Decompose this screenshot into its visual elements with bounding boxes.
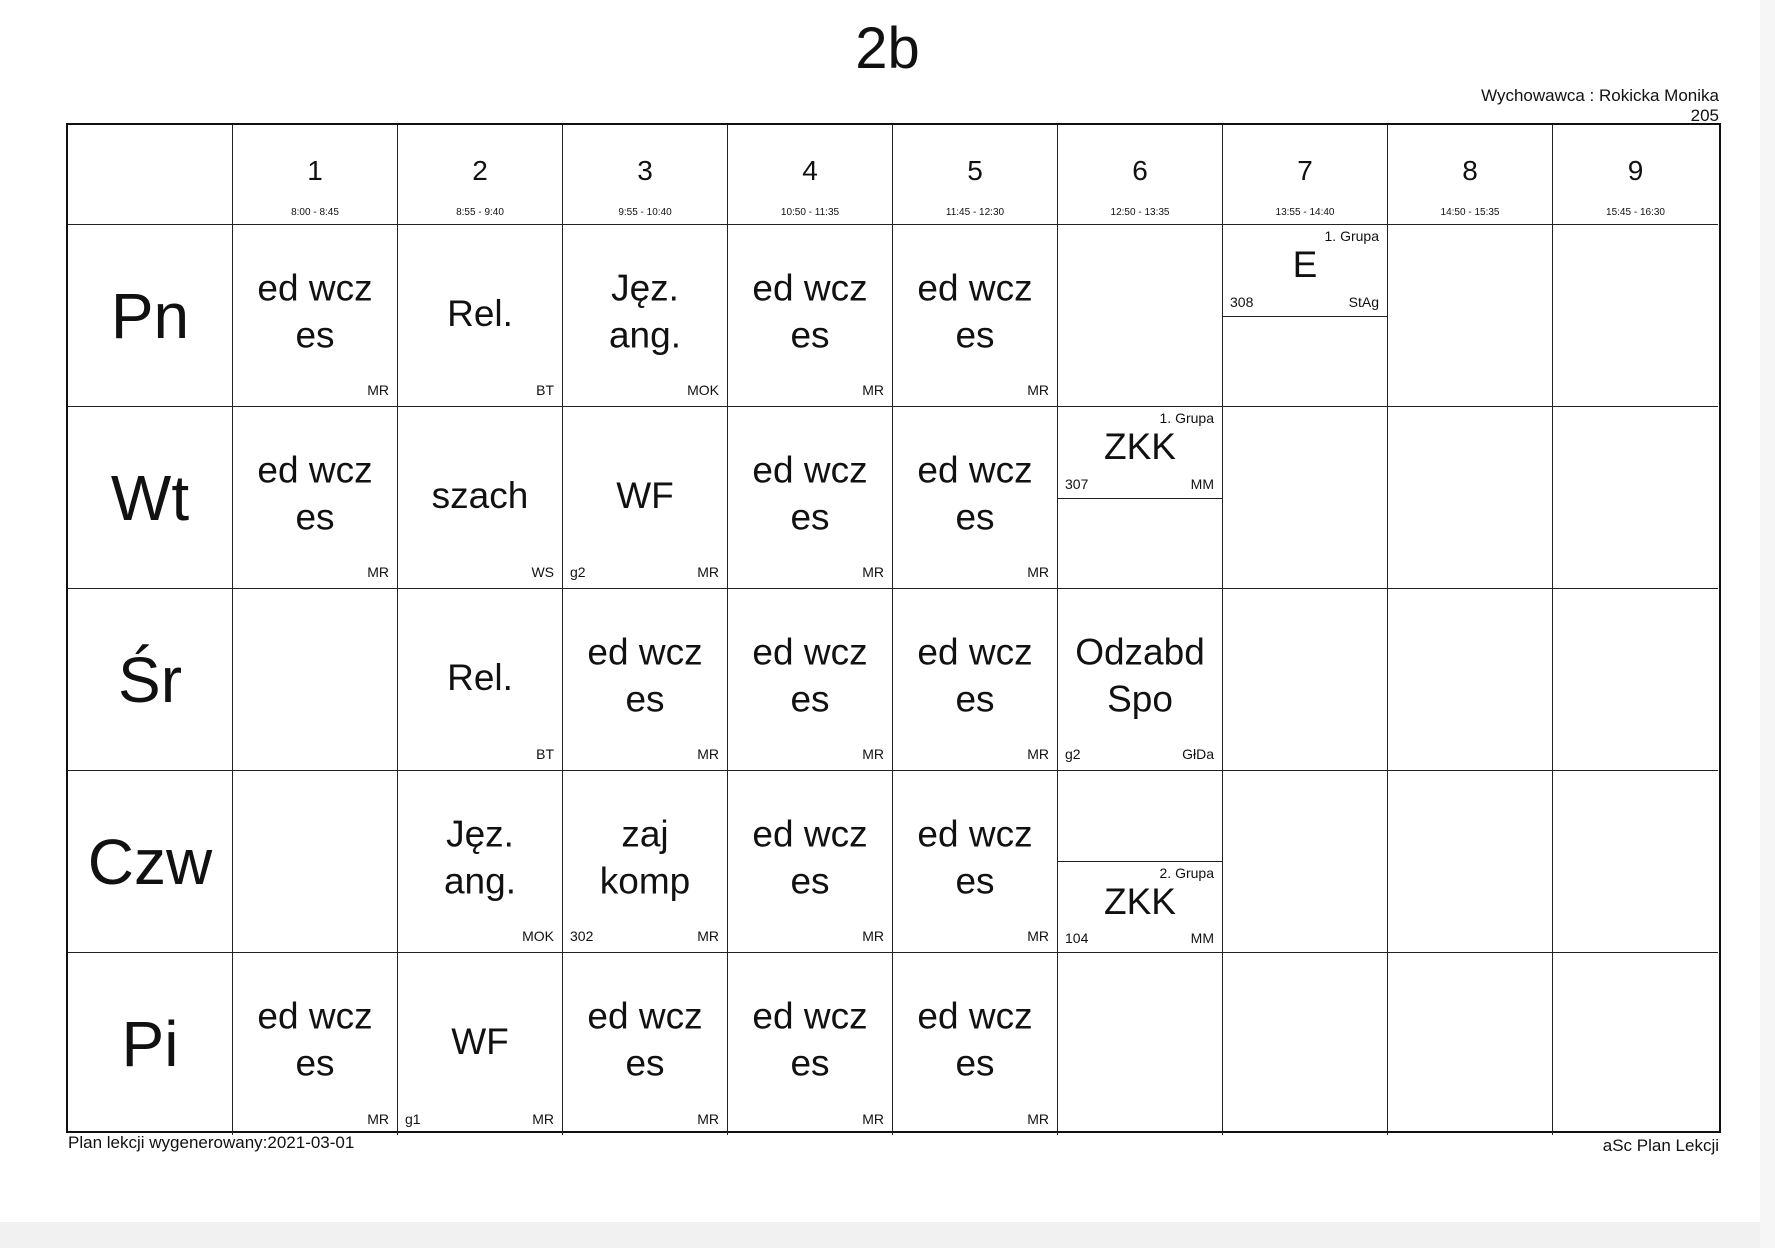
lesson-cell — [728, 953, 893, 1135]
lesson-teacher: StAg — [1348, 293, 1379, 310]
lesson-subject: Jęz. ang. — [608, 266, 681, 355]
day-label: Pn — [110, 279, 190, 352]
lesson-teacher: MR — [862, 382, 884, 398]
lesson-cell — [893, 407, 1058, 589]
lesson-subject: ed wcz es — [257, 448, 373, 537]
lesson-teacher: MM — [1190, 475, 1214, 492]
period-number: 4 — [802, 155, 818, 186]
lesson-teacher: MM — [1190, 930, 1214, 946]
period-number: 3 — [637, 155, 653, 186]
group-label: 1. Grupa — [1159, 410, 1214, 426]
lesson-subject: ed wcz es — [917, 266, 1033, 355]
lesson-subject: ed wcz es — [752, 995, 868, 1084]
period-number: 2 — [472, 155, 488, 186]
lesson-teacher: MR — [697, 928, 719, 944]
lesson-subject: Rel. — [447, 656, 513, 698]
lesson-subject: ZKK — [1104, 426, 1176, 467]
homeroom-teacher: Wychowawca : Rokicka Monika — [1481, 86, 1719, 105]
empty-cell — [1388, 771, 1553, 953]
lesson-teacher: MR — [862, 746, 884, 762]
lesson-cell — [233, 407, 398, 589]
lesson-cell — [398, 771, 563, 953]
lesson-subject: ed wcz es — [752, 448, 868, 537]
empty-cell — [1553, 225, 1718, 407]
period-header — [1388, 125, 1553, 225]
lesson-subject: ed wcz es — [752, 812, 868, 901]
lesson-cell — [1058, 771, 1223, 953]
period-header — [233, 125, 398, 225]
lesson-teacher: MR — [862, 1111, 884, 1127]
lesson-teacher: MR — [862, 564, 884, 580]
lesson-room: 307 — [1065, 475, 1089, 492]
empty-cell — [1223, 953, 1388, 1135]
empty-cell — [1388, 589, 1553, 771]
lesson-cell — [563, 225, 728, 407]
period-time: 8:55 - 9:40 — [456, 207, 504, 218]
homeroom-room: 205 — [1690, 106, 1719, 125]
lesson-teacher: MR — [367, 382, 389, 398]
empty-cell — [1388, 407, 1553, 589]
lesson-teacher: MR — [1027, 1111, 1049, 1127]
lesson-subject: ed wcz es — [752, 266, 868, 355]
period-number: 8 — [1462, 155, 1478, 186]
scan-edge — [0, 1222, 1775, 1248]
lesson-subject: ed wcz es — [917, 630, 1033, 719]
period-header — [1223, 125, 1388, 225]
lesson-teacher: MR — [697, 1111, 719, 1127]
day-header — [68, 589, 233, 771]
group-lesson — [1058, 861, 1222, 953]
lesson-cell — [893, 771, 1058, 953]
empty-cell — [1058, 225, 1223, 407]
group-lesson — [1058, 407, 1222, 499]
period-header — [398, 125, 563, 225]
group-lesson — [1223, 225, 1387, 317]
lesson-teacher: BT — [536, 746, 554, 762]
period-time: 14:50 - 15:35 — [1440, 207, 1500, 218]
period-time: 10:50 - 11:35 — [780, 207, 840, 218]
lesson-cell — [1223, 225, 1388, 407]
lesson-teacher: MR — [1027, 746, 1049, 762]
lesson-subject: zaj komp — [599, 812, 691, 901]
empty-cell — [1553, 953, 1718, 1135]
period-header — [563, 125, 728, 225]
lesson-teacher: MR — [367, 564, 389, 580]
lesson-teacher: BT — [536, 382, 554, 398]
period-number: 7 — [1297, 155, 1313, 186]
lesson-cell — [1058, 589, 1223, 771]
lesson-room: 302 — [570, 928, 594, 944]
empty-cell — [1058, 953, 1223, 1135]
lesson-teacher: WS — [531, 564, 554, 580]
day-header — [68, 771, 233, 953]
lesson-group: g2 — [1065, 746, 1081, 762]
lesson-subject: WF — [451, 1021, 509, 1063]
empty-cell — [1223, 771, 1388, 953]
lesson-teacher: MR — [1027, 382, 1049, 398]
lesson-subject: ed wcz es — [257, 266, 373, 355]
group-label: 2. Grupa — [1159, 864, 1214, 881]
lesson-cell — [563, 407, 728, 589]
lesson-cell — [728, 771, 893, 953]
lesson-subject: szach — [431, 474, 529, 516]
lesson-subject: ed wcz es — [917, 812, 1033, 901]
lesson-teacher: MR — [697, 564, 719, 580]
day-label: Czw — [87, 825, 213, 898]
period-time: 12:50 - 13:35 — [1110, 207, 1170, 218]
period-time: 13:55 - 14:40 — [1275, 207, 1335, 218]
lesson-teacher: MR — [532, 1111, 554, 1127]
period-time: 11:45 - 12:30 — [945, 207, 1005, 218]
lesson-cell — [893, 225, 1058, 407]
lesson-teacher: MR — [1027, 928, 1049, 944]
lesson-cell — [728, 225, 893, 407]
lesson-subject: Jęz. ang. — [443, 812, 516, 901]
day-label: Pi — [121, 1008, 179, 1080]
lesson-subject: ed wcz es — [587, 995, 703, 1084]
lesson-subject: ed wcz es — [587, 630, 703, 719]
period-number: 1 — [307, 155, 323, 186]
empty-cell — [1223, 589, 1388, 771]
period-number: 5 — [967, 155, 983, 186]
lesson-teacher: MOK — [687, 382, 719, 398]
day-label: Śr — [118, 643, 182, 716]
period-time: 9:55 - 10:40 — [618, 207, 672, 218]
empty-cell — [1553, 407, 1718, 589]
period-number: 9 — [1627, 155, 1644, 186]
period-time: 15:45 - 16:30 — [1606, 207, 1665, 218]
lesson-subject: ed wcz es — [917, 995, 1033, 1084]
lesson-teacher: GłDa — [1182, 746, 1214, 762]
lesson-cell — [233, 225, 398, 407]
empty-cell — [1553, 771, 1718, 953]
period-header — [728, 125, 893, 225]
lesson-cell — [728, 407, 893, 589]
lesson-cell — [893, 589, 1058, 771]
empty-cell — [1388, 953, 1553, 1135]
period-header — [893, 125, 1058, 225]
generated-date: Plan lekcji wygenerowany:2021-03-01 — [68, 1133, 355, 1152]
day-header — [68, 953, 233, 1135]
lesson-cell — [1058, 407, 1223, 589]
lesson-cell — [398, 407, 563, 589]
lesson-teacher: MR — [1027, 564, 1049, 580]
lesson-subject: Odzabd Spo — [1075, 630, 1205, 719]
lesson-cell — [563, 771, 728, 953]
period-header — [1553, 125, 1718, 225]
empty-cell — [233, 589, 398, 771]
lesson-group: g1 — [405, 1111, 421, 1127]
lesson-group: g2 — [570, 564, 586, 580]
lesson-cell — [893, 953, 1058, 1135]
day-header — [68, 225, 233, 407]
lesson-cell — [398, 589, 563, 771]
lesson-teacher: MR — [367, 1111, 389, 1127]
empty-cell — [1553, 589, 1718, 771]
lesson-teacher: MR — [697, 746, 719, 762]
day-header — [68, 407, 233, 589]
lesson-room: 104 — [1065, 930, 1089, 946]
lesson-subject: ed wcz es — [917, 448, 1033, 537]
lesson-cell — [233, 953, 398, 1135]
lesson-cell — [563, 589, 728, 771]
lesson-cell — [398, 953, 563, 1135]
lesson-subject: WF — [616, 474, 674, 516]
lesson-cell — [728, 589, 893, 771]
empty-cell — [1388, 225, 1553, 407]
class-title: 2b — [855, 16, 920, 81]
lesson-subject: E — [1292, 244, 1318, 285]
scan-edge — [1760, 0, 1775, 1248]
lesson-subject: ed wcz es — [752, 630, 868, 719]
lesson-subject: Rel. — [447, 292, 513, 334]
timetable-grid — [66, 123, 1721, 1133]
corner-cell — [68, 125, 233, 225]
lesson-cell — [563, 953, 728, 1135]
homeroom-info — [1481, 86, 1719, 126]
period-number: 6 — [1132, 155, 1148, 186]
lesson-cell — [398, 225, 563, 407]
lesson-room: 308 — [1230, 293, 1254, 310]
empty-cell — [1223, 407, 1388, 589]
app-credit: aSc Plan Lekcji — [1602, 1136, 1719, 1155]
period-time: 8:00 - 8:45 — [291, 207, 339, 218]
lesson-subject: ZKK — [1104, 880, 1176, 922]
lesson-teacher: MOK — [522, 928, 554, 944]
empty-cell — [233, 771, 398, 953]
period-header — [1058, 125, 1223, 225]
lesson-subject: ed wcz es — [257, 995, 373, 1084]
day-label: Wt — [110, 461, 190, 534]
lesson-teacher: MR — [862, 928, 884, 944]
group-label: 1. Grupa — [1324, 228, 1379, 244]
